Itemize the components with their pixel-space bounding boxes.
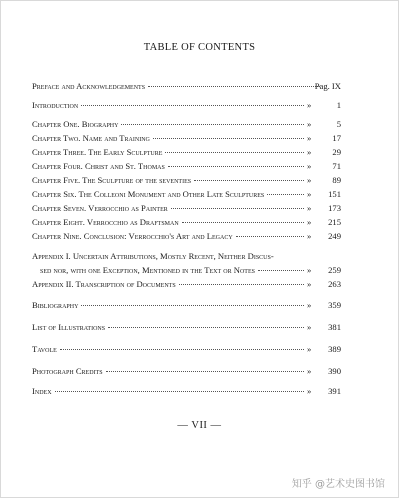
toc-entry-page: 389 bbox=[328, 344, 341, 354]
toc-entry-page: 17 bbox=[332, 133, 341, 143]
leader-dots bbox=[165, 152, 304, 153]
toc-entry-page: 5 bbox=[336, 119, 341, 129]
toc-entry-tavole bbox=[32, 342, 341, 356]
toc-entry-mark: » bbox=[307, 366, 312, 376]
toc-entry-label: Chapter Two. Name and Training bbox=[32, 133, 150, 143]
toc-entry-preface bbox=[32, 79, 341, 93]
toc-entry-chapter-four bbox=[32, 159, 341, 173]
toc-entry-mark: » bbox=[307, 161, 312, 171]
toc-entry-appendix-one bbox=[32, 249, 323, 263]
toc-entry-page: 391 bbox=[328, 386, 341, 396]
toc-entry-chapter-one bbox=[32, 117, 341, 131]
toc-entry-label: Preface and Acknowledgements bbox=[32, 81, 146, 91]
page-folio: — VII — bbox=[177, 420, 222, 431]
toc-entry-label: Chapter Five. The Sculpture of the seventies bbox=[32, 175, 192, 185]
toc-entry-page: 1 bbox=[336, 100, 341, 110]
toc-entry-mark: » bbox=[307, 175, 312, 185]
leader-dots bbox=[153, 138, 304, 139]
leader-dots bbox=[258, 270, 304, 271]
toc-entry-chapter-three bbox=[32, 145, 341, 159]
toc-entry-label-continued: sed nor, with one Exception, Mentioned in the Text or Notes bbox=[40, 265, 255, 275]
toc-entry-page: 390 bbox=[328, 366, 341, 376]
toc-entry-label: Appendix I. Uncertain Attributions, Mostly Recent, Neither Discus- bbox=[32, 251, 274, 261]
toc-entry-label: Chapter Eight. Verrocchio as Draftsman bbox=[32, 217, 179, 227]
leader-dots bbox=[194, 180, 304, 181]
leader-dots bbox=[108, 327, 304, 328]
toc-entry-appendix-one-continued bbox=[40, 263, 341, 277]
toc-entry-label: Index bbox=[32, 386, 52, 396]
toc-entry-mark: » bbox=[307, 217, 312, 227]
toc-entry-chapter-six bbox=[32, 187, 341, 201]
toc-entry-label: Chapter Seven. Verrocchio as Painter bbox=[32, 203, 168, 213]
toc-entry-list-of-illustrations bbox=[32, 320, 341, 334]
leader-dots bbox=[236, 236, 304, 237]
toc-entry-mark: » bbox=[307, 133, 312, 143]
toc-entry-mark: » bbox=[307, 322, 312, 332]
toc-entry-mark: » bbox=[307, 344, 312, 354]
leader-dots bbox=[106, 371, 304, 372]
watermark-text: 知乎 @艺术史图书馆 bbox=[291, 479, 385, 490]
toc-entry-page: 215 bbox=[328, 217, 341, 227]
toc-entry-mark: » bbox=[307, 189, 312, 199]
toc-entry-label: Appendix II. Transcription of Documents bbox=[32, 279, 176, 289]
leader-dots bbox=[148, 86, 320, 87]
toc-entry-mark: » bbox=[307, 231, 312, 241]
watermark bbox=[288, 475, 385, 490]
leader-dots bbox=[179, 284, 304, 285]
page-title: TABLE OF CONTENTS bbox=[143, 42, 256, 53]
toc-entry-chapter-five bbox=[32, 173, 341, 187]
toc-entry-label: Chapter Three. The Early Sculpture bbox=[32, 147, 163, 157]
toc-entry-page: 29 bbox=[332, 147, 341, 157]
leader-dots bbox=[121, 124, 304, 125]
toc-entry-mark: » bbox=[307, 119, 312, 129]
toc-entry-introduction bbox=[32, 98, 341, 112]
toc-entry-page: 89 bbox=[332, 175, 341, 185]
toc-entry-chapter-nine bbox=[32, 229, 341, 243]
leader-dots bbox=[182, 222, 304, 223]
toc-entry-page: 71 bbox=[332, 161, 341, 171]
toc-entry-mark: » bbox=[307, 300, 312, 310]
leader-dots bbox=[168, 166, 304, 167]
toc-entry-page: 151 bbox=[328, 189, 341, 199]
toc-entry-bibliography bbox=[32, 298, 341, 312]
toc-entry-label: Tavole bbox=[32, 344, 57, 354]
toc-entry-page: Pag. IX bbox=[314, 81, 341, 91]
toc-entry-page: 381 bbox=[328, 322, 341, 332]
toc-entry-chapter-two bbox=[32, 131, 341, 145]
toc-entry-page: 359 bbox=[328, 300, 341, 310]
toc-entry-mark: » bbox=[307, 100, 312, 110]
toc-entry-photograph-credits bbox=[32, 364, 341, 378]
toc-entry-mark: » bbox=[307, 147, 312, 157]
toc-entry-mark: » bbox=[307, 265, 312, 275]
toc-entry-page: 173 bbox=[328, 203, 341, 213]
toc-entry-appendix-two bbox=[32, 277, 341, 291]
toc-entry-label: Chapter One. Biography bbox=[32, 119, 119, 129]
leader-dots bbox=[60, 349, 304, 350]
toc-entry-chapter-seven bbox=[32, 201, 341, 215]
leader-dots bbox=[55, 391, 304, 392]
leader-dots bbox=[267, 194, 304, 195]
toc-entry-mark: » bbox=[307, 203, 312, 213]
toc-entry-label: Bibliography bbox=[32, 300, 79, 310]
toc-entry-chapter-eight bbox=[32, 215, 341, 229]
toc-entry-label: List of Illustrations bbox=[32, 322, 106, 332]
leader-dots bbox=[81, 305, 304, 306]
toc-entry-mark: » bbox=[307, 279, 312, 289]
toc-entry-label: Photograph Credits bbox=[32, 366, 103, 376]
leader-dots bbox=[171, 208, 304, 209]
leader-dots bbox=[81, 105, 304, 106]
toc-entry-page: 263 bbox=[328, 279, 341, 289]
toc-entry-page: 259 bbox=[328, 265, 341, 275]
toc-entry-label: Chapter Nine. Conclusion: Verrocchio's Art and Legacy bbox=[32, 231, 233, 241]
toc-entry-label: Chapter Six. The Colleoni Monument and Other Late Sculptures bbox=[32, 189, 265, 199]
toc-entry-label: Chapter Four. Christ and St. Thomas bbox=[32, 161, 165, 171]
toc-entry-mark: » bbox=[307, 386, 312, 396]
toc-entry-index bbox=[32, 384, 341, 398]
toc-entry-page: 249 bbox=[328, 231, 341, 241]
toc-entry-label: Introduction bbox=[32, 100, 79, 110]
